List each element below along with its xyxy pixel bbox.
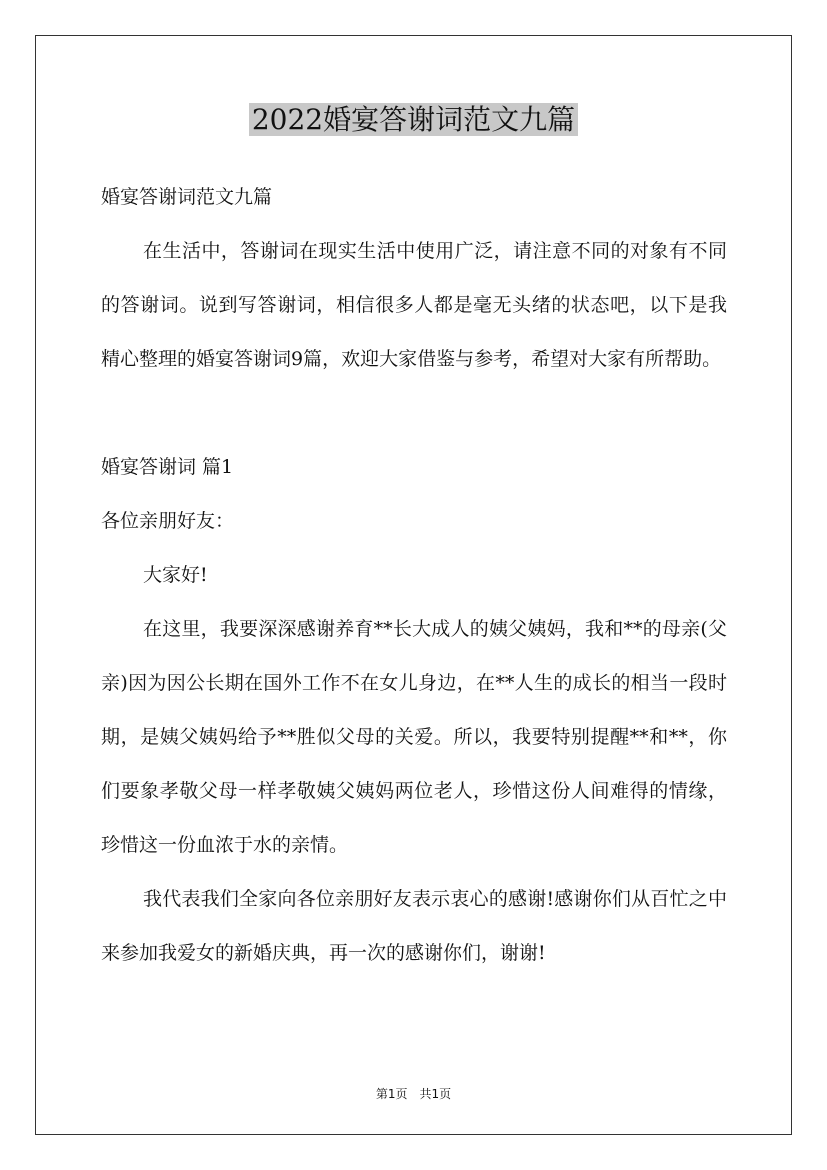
greeting: 大家好! <box>143 564 208 586</box>
page-footer <box>0 1086 827 1102</box>
body-paragraph-1: 在这里，我要深深感谢养育**长大成人的姨父姨妈，我和**的母亲(父亲)因为因公长期在国外工作不在女儿身边，在**人生的成长的相当一段时期，是姨父姨妈给予**胜似父母的关爱。所以，我要特别提醒**和**，你们要象孝敬父母一样孝敬姨父姨妈两位老人，珍惜这份人间难得的情缘，珍惜这一份血浓于水的亲情。 <box>101 618 727 856</box>
body-paragraph-2: 我代表我们全家向各位亲朋好友表示衷心的感谢!感谢你们从百忙之中来参加我爱女的新婚庆典，再一次的感谢你们，谢谢! <box>101 888 727 964</box>
intro-paragraph: 在生活中，答谢词在现实生活中使用广泛，请注意不同的对象有不同的答谢词。说到写答谢词，相信很多人都是毫无头绪的状态吧，以下是我精心整理的婚宴答谢词9篇，欢迎大家借鉴与参考，希望对大家有所帮助。 <box>101 240 727 370</box>
salutation: 各位亲朋好友： <box>101 510 235 532</box>
document-subtitle: 婚宴答谢词范文九篇 <box>101 186 273 208</box>
document-title-text: 2022婚宴答谢词范文九篇 <box>249 103 578 136</box>
total-pages: 共1页 <box>419 1087 452 1101</box>
spacer <box>101 386 727 440</box>
section-heading: 婚宴答谢词 篇1 <box>101 456 234 478</box>
document-title <box>0 100 827 140</box>
page-number: 第1页 <box>375 1087 408 1101</box>
document-body <box>101 170 727 980</box>
